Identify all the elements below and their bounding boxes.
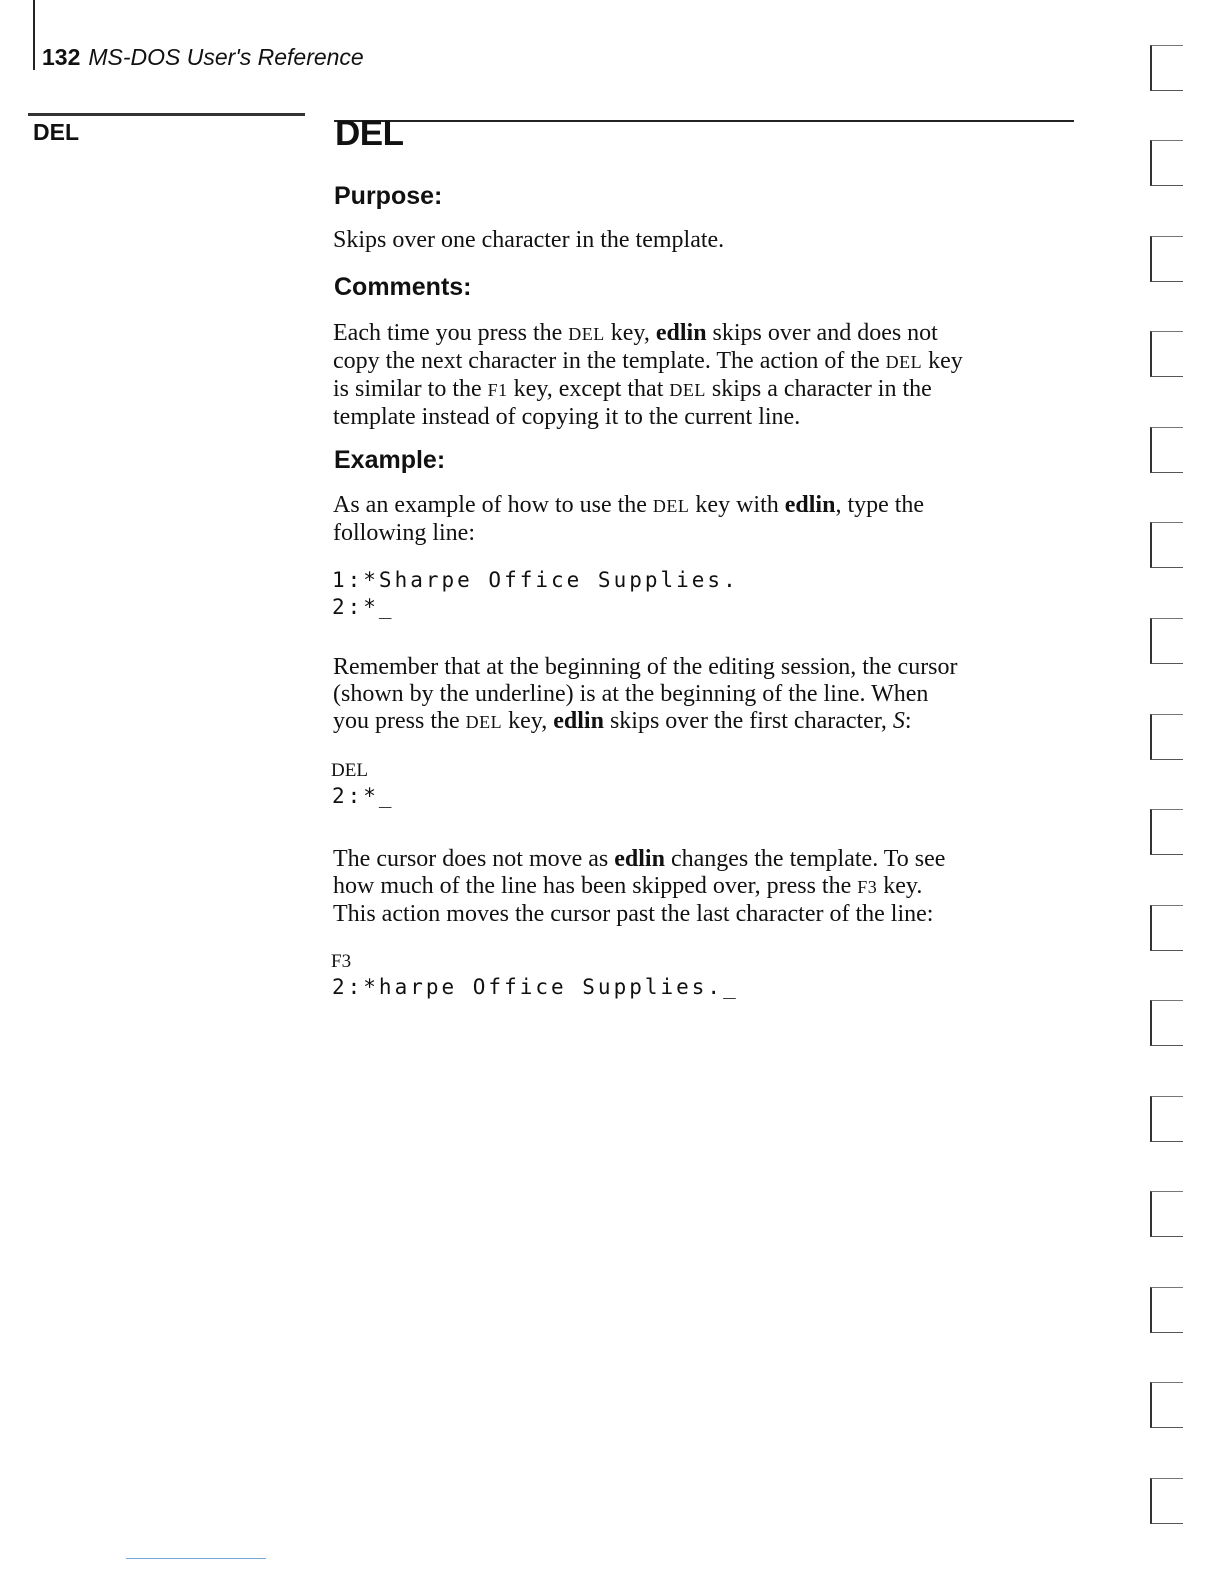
running-head-rule [33, 0, 35, 70]
thumb-tab [1150, 427, 1183, 473]
key-name: DEL [465, 712, 503, 732]
example-heading: Example: [334, 446, 446, 474]
thumb-tab [1150, 809, 1183, 855]
comments-line-3: is similar to the F1 key, except that DEL skips a character in the [333, 376, 932, 402]
keystroke-del: DEL [331, 760, 368, 781]
key-name: DEL [652, 496, 690, 516]
thumb-tab [1150, 714, 1183, 760]
example-intro [333, 492, 1073, 547]
thumb-tab [1150, 1287, 1183, 1333]
thumb-tab [1150, 1096, 1183, 1142]
margin-rule [28, 113, 305, 116]
thumb-index-tabs [1150, 0, 1190, 1584]
key-name: DEL [669, 380, 706, 400]
key-name: F3 [857, 877, 878, 897]
margin-entry-label: DEL [33, 119, 79, 145]
thumb-tab [1150, 1382, 1183, 1428]
purpose-heading: Purpose: [334, 182, 443, 210]
thumb-tab [1150, 45, 1183, 91]
comments-line-2: copy the next character in the template. The action of the DEL key [333, 348, 963, 374]
thumb-tab [1150, 331, 1183, 377]
key-name: DEL [568, 324, 605, 344]
thumb-tab [1150, 522, 1183, 568]
code-block-1 [332, 567, 739, 621]
scan-artifact-line [126, 1558, 266, 1559]
comments-line-1: Each time you press the DEL key, edlin skips over and does not [333, 320, 938, 346]
thumb-tab [1150, 1478, 1183, 1524]
page-number: 132 [42, 44, 81, 70]
thumb-tab [1150, 905, 1183, 951]
keystroke-f3: F3 [331, 951, 352, 972]
key-name: DEL [885, 352, 923, 372]
book-title: MS-DOS User's Reference [88, 44, 364, 70]
code-line: 1:*Sharpe Office Supplies. [332, 568, 739, 592]
entry-title: DEL [335, 114, 404, 153]
thumb-tab [1150, 140, 1183, 186]
example-intro-line-1: As an example of how to use the DEL key with edlin, type the [333, 492, 925, 518]
thumb-tab [1150, 1000, 1183, 1046]
command-name: edlin [553, 708, 604, 734]
code-line: 2:*_ [332, 595, 395, 619]
entry-rule [334, 120, 1074, 122]
code-block-2: 2:*_ [332, 784, 395, 808]
thumb-tab [1150, 618, 1183, 664]
example-paragraph-2: Remember that at the beginning of the editing session, the cursor (shown by the underline) is at the beginning of the line. When you press the DEL key, edlin skips over the first character, S: [333, 654, 958, 734]
key-name: F1 [487, 380, 508, 400]
code-block-3: 2:*harpe Office Supplies._ [332, 975, 739, 999]
comments-line-4: template instead of copying it to the current line. [333, 404, 801, 430]
purpose-text: Skips over one character in the template. [333, 227, 725, 253]
example-paragraph-3: The cursor does not move as edlin changes the template. To see how much of the line has been skipped over, press the F3 key. This action moves the cursor past the last character of the line: [333, 846, 946, 927]
command-name: edlin [784, 492, 836, 518]
comments-paragraph [333, 320, 1073, 431]
example-intro-line-2: following line: [333, 520, 475, 546]
comments-heading: Comments: [334, 273, 472, 301]
command-name: edlin [655, 320, 707, 346]
thumb-tab [1150, 236, 1183, 282]
thumb-tab [1150, 1191, 1183, 1237]
running-head [42, 44, 364, 71]
command-name: edlin [614, 846, 665, 872]
